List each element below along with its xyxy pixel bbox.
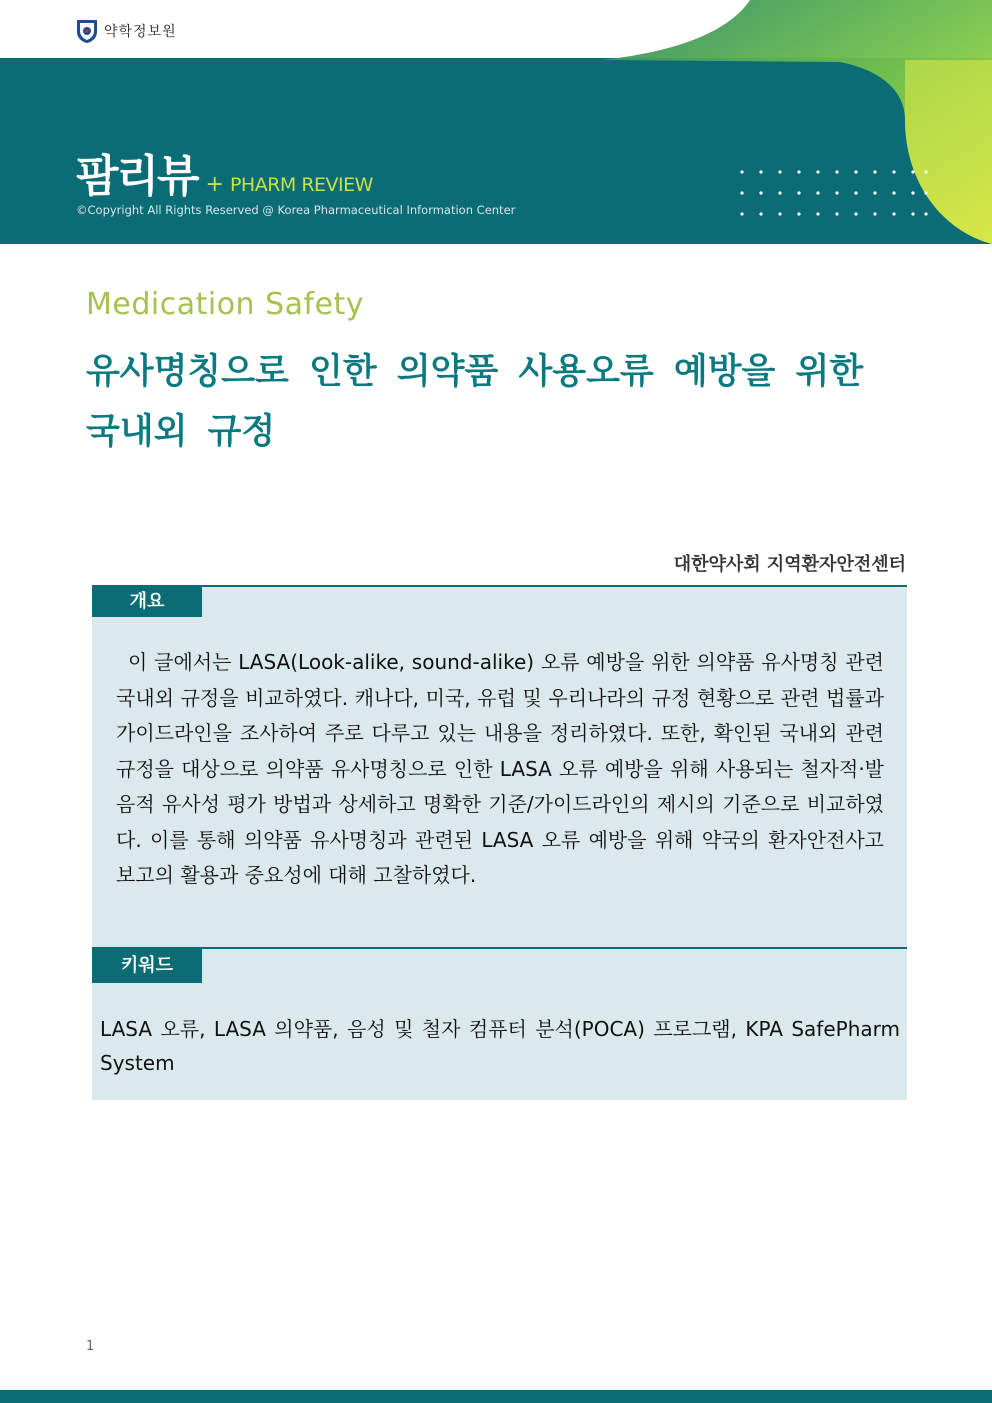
divider <box>92 947 907 949</box>
brand-english: PHARM REVIEW <box>229 174 373 196</box>
keywords-label: 키워드 <box>92 949 202 983</box>
article-category: Medication Safety <box>86 287 365 322</box>
summary-label: 개요 <box>92 587 202 617</box>
copyright-notice: ©Copyright All Rights Reserved @ Korea Pharmaceutical Information Center <box>76 203 516 217</box>
brand-korean: 팜리뷰 <box>76 151 198 202</box>
footer-bar <box>0 1390 992 1403</box>
article-author: 대한약사회 지역환자안전센터 <box>673 554 906 575</box>
brand-title <box>76 140 373 204</box>
brand-plus: + <box>205 172 224 197</box>
org-name: 약학정보원 <box>104 24 177 40</box>
keywords-text: LASA 오류, LASA 의약품, 음성 및 철자 컴퓨터 분석(POCA) 프로그램, KPA SafePharm System <box>100 1017 900 1075</box>
divider <box>92 585 907 587</box>
article-title: 유사명칭으로 인한 의약품 사용오류 예방을 위한 국내외 규정 <box>86 352 864 452</box>
summary-text: 이 글에서는 LASA(Look-alike, sound-alike) 오류 예방을 위한 의약품 유사명칭 관련 국내외 규정을 비교하였다. 캐나다, 미국, 유럽 및 우리나라의 규정 현황으로 관련 법률과 가이드라인을 조사하여 주로 다루고 있는 내용을 정리하였다. 또한, 확인된 국내외 관련 규정을 대상으로 의약품 유사명칭으로 인한 LASA 오류 예방을 위해 사용되는 철자적·발음적 유사성 평가 방법과 상세하고 명확한 기준/가이드라인의 제시의 기준으로 비교하였다. 이를 통해 의약품 유사명칭과 관련된 LASA 오류 예방을 위해 약국의 환자안전사고 보고의 활용과 중요성에 대해 고찰하였다. <box>116 650 884 887</box>
page-number: 1 <box>86 1339 95 1354</box>
